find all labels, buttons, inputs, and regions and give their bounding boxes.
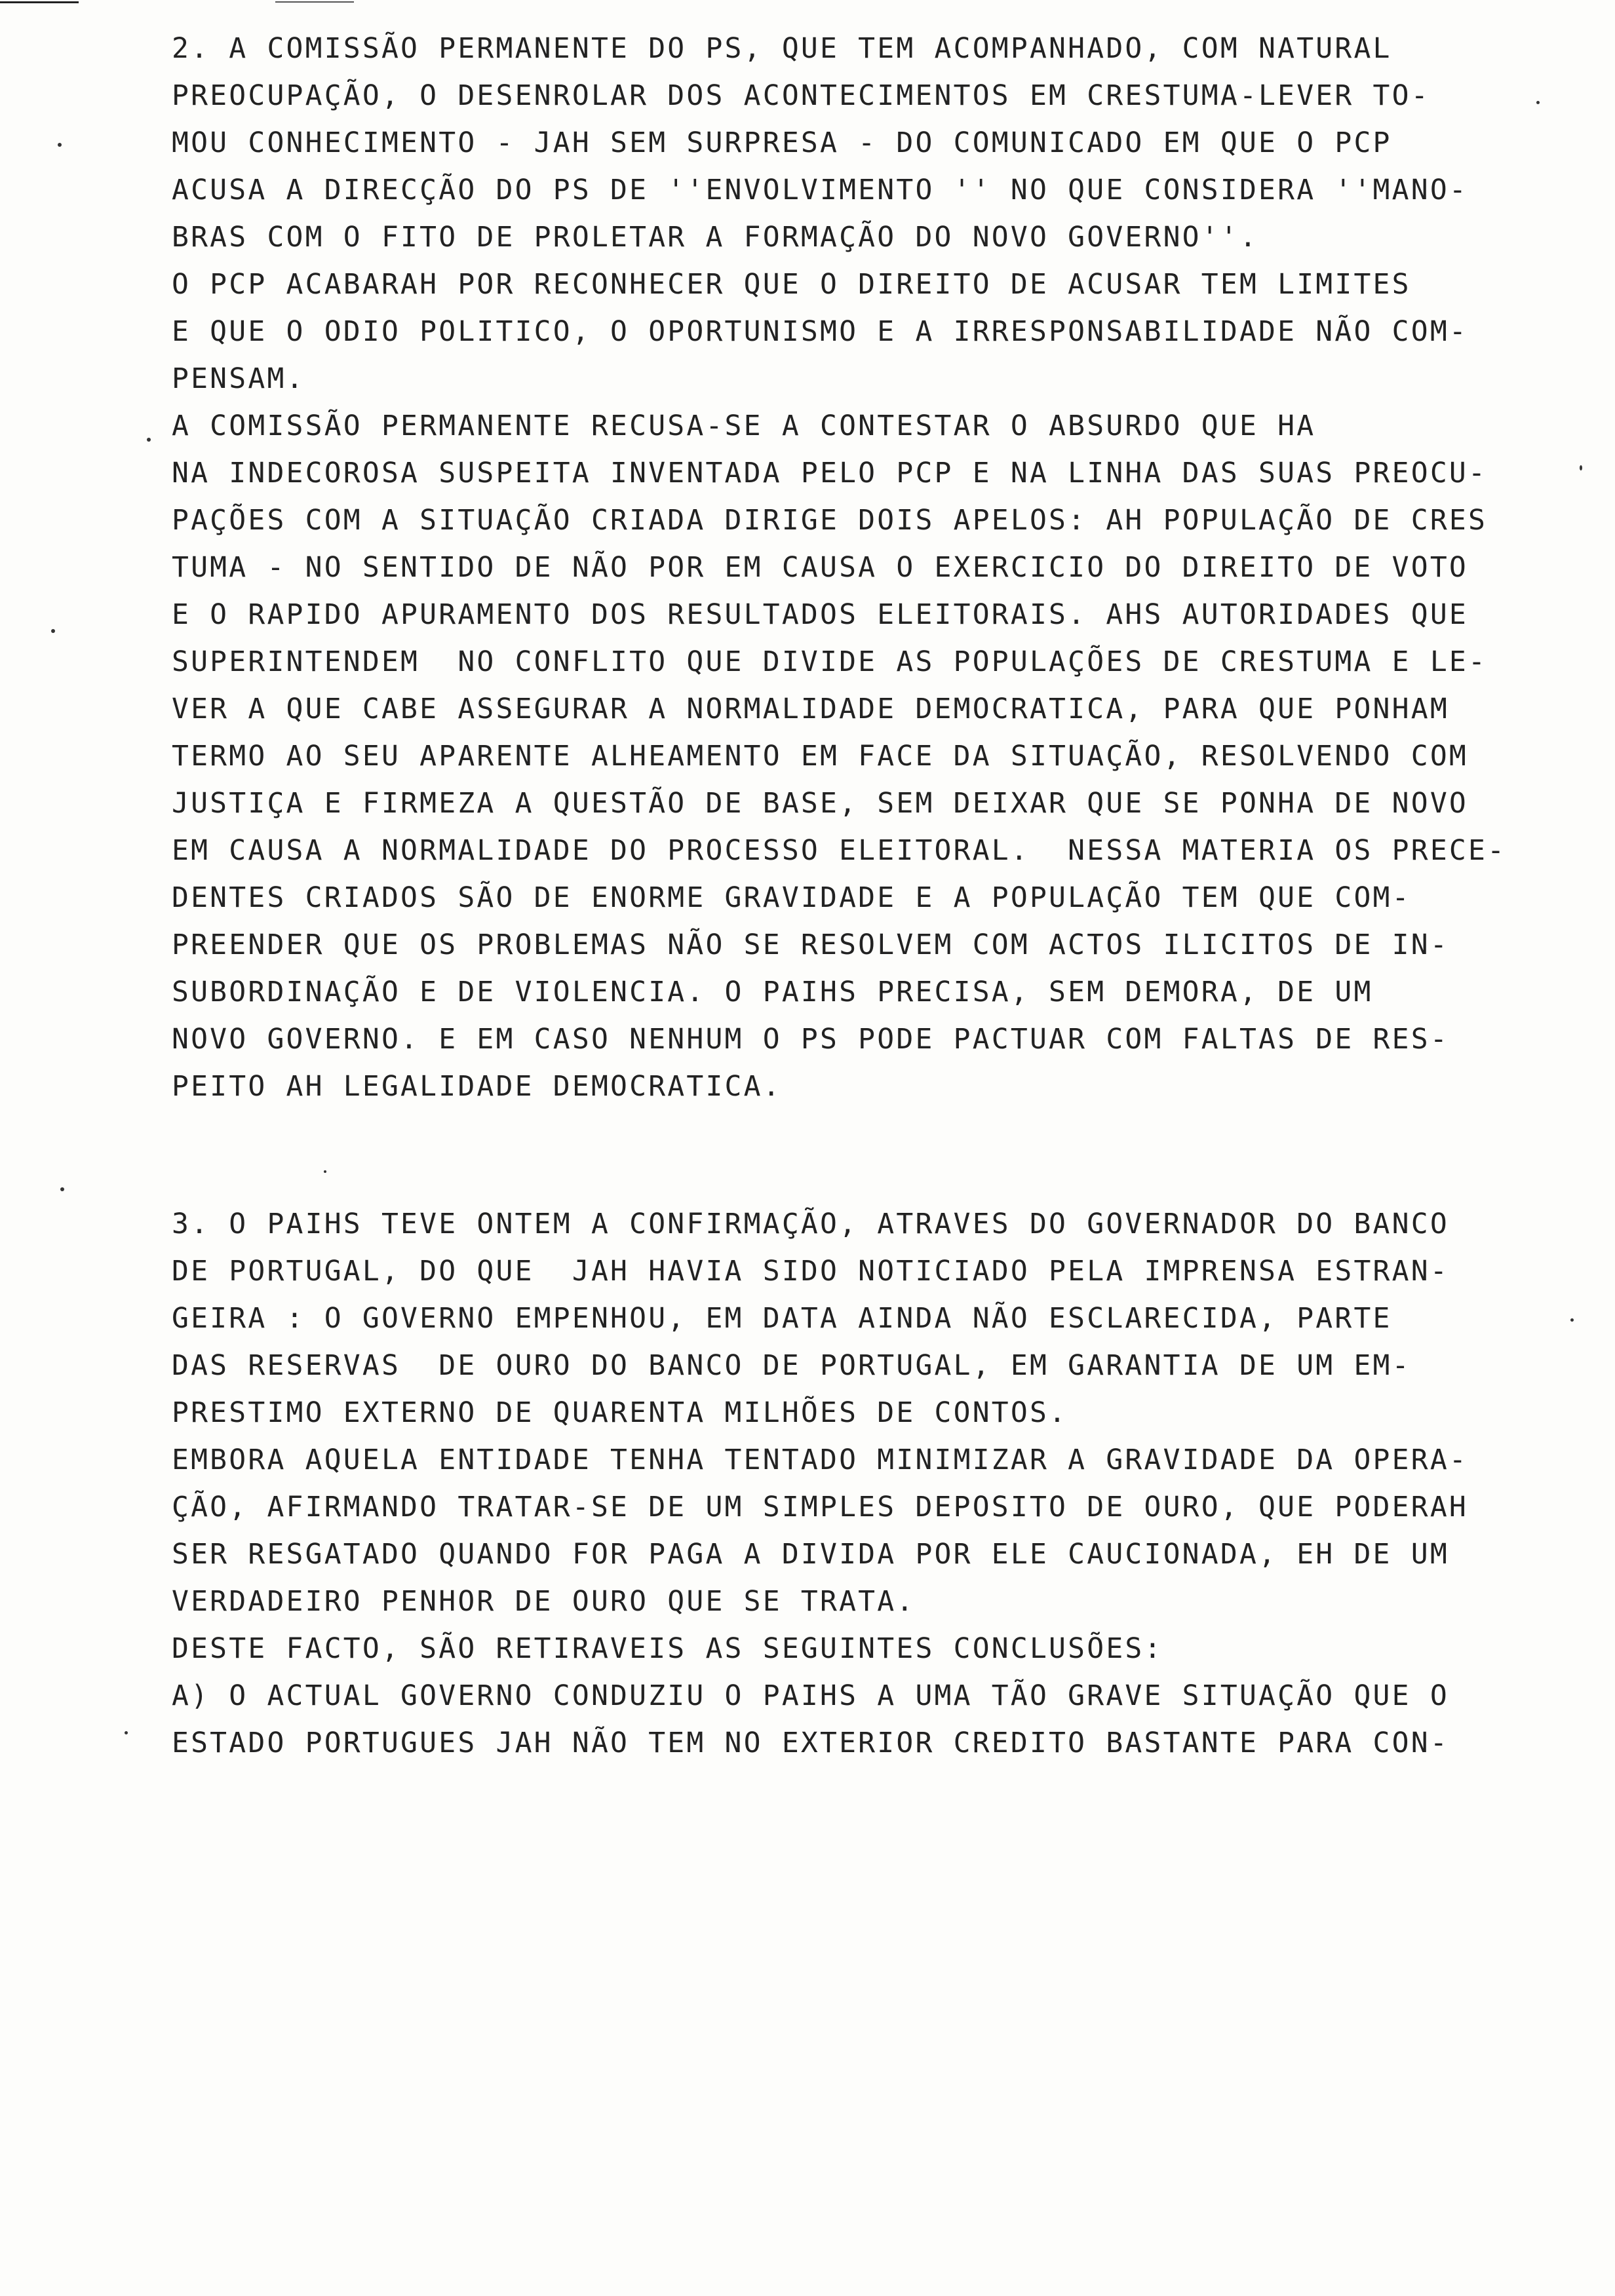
section-2-paragraph — [172, 25, 1561, 1110]
text-line: A) O ACTUAL GOVERNO CONDUZIU O PAIHS A UMA TÃO GRAVE SITUAÇÃO QUE O — [172, 1679, 1449, 1712]
scan-speck — [58, 143, 62, 147]
scan-speck — [51, 629, 55, 633]
text-line: A COMISSÃO PERMANENTE RECUSA-SE A CONTESTAR O ABSURDO QUE HA — [172, 410, 1316, 442]
scan-speck — [324, 1170, 326, 1173]
text-line: PRESTIMO EXTERNO DE QUARENTA MILHÕES DE CONTOS. — [172, 1396, 1068, 1429]
scan-speck — [1570, 1318, 1574, 1322]
text-line: VER A QUE CABE ASSEGURAR A NORMALIDADE DEMOCRATICA, PARA QUE PONHAM — [172, 693, 1449, 725]
text-line: SUPERINTENDEM NO CONFLITO QUE DIVIDE AS POPULAÇÕES DE CRESTUMA E LE- — [172, 645, 1488, 678]
text-line: PREENDER QUE OS PROBLEMAS NÃO SE RESOLVEM COM ACTOS ILICITOS DE IN- — [172, 928, 1449, 961]
text-line: DESTE FACTO, SÃO RETIRAVEIS AS SEGUINTES CONCLUSÕES: — [172, 1632, 1163, 1665]
text-line: BRAS COM O FITO DE PROLETAR A FORMAÇÃO DO NOVO GOVERNO''. — [172, 221, 1259, 254]
text-line: GEIRA : O GOVERNO EMPENHOU, EM DATA AINDA NÃO ESCLARECIDA, PARTE — [172, 1302, 1392, 1335]
text-line: EMBORA AQUELA ENTIDADE TENHA TENTADO MINIMIZAR A GRAVIDADE DA OPERA- — [172, 1444, 1468, 1476]
text-line: O PCP ACABARAH POR RECONHECER QUE O DIREITO DE ACUSAR TEM LIMITES — [172, 268, 1411, 301]
text-line: TUMA - NO SENTIDO DE NÃO POR EM CAUSA O EXERCICIO DO DIREITO DE VOTO — [172, 551, 1468, 584]
text-line: E O RAPIDO APURAMENTO DOS RESULTADOS ELEITORAIS. AHS AUTORIDADES QUE — [172, 598, 1468, 631]
section-3-paragraph — [172, 1200, 1561, 1767]
text-line: DE PORTUGAL, DO QUE JAH HAVIA SIDO NOTICIADO PELA IMPRENSA ESTRAN- — [172, 1255, 1449, 1288]
text-line: 3. O PAIHS TEVE ONTEM A CONFIRMAÇÃO, ATRAVES DO GOVERNADOR DO BANCO — [172, 1208, 1449, 1240]
text-line: EM CAUSA A NORMALIDADE DO PROCESSO ELEITORAL. NESSA MATERIA OS PRECE- — [172, 834, 1507, 867]
text-line: E QUE O ODIO POLITICO, O OPORTUNISMO E A IRRESPONSABILIDADE NÃO COM- — [172, 315, 1468, 348]
scan-speck — [125, 1731, 128, 1734]
text-line: 2. A COMISSÃO PERMANENTE DO PS, QUE TEM ACOMPANHADO, COM NATURAL — [172, 32, 1392, 65]
text-line: JUSTIÇA E FIRMEZA A QUESTÃO DE BASE, SEM DEIXAR QUE SE PONHA DE NOVO — [172, 787, 1468, 820]
text-line: NA INDECOROSA SUSPEITA INVENTADA PELO PCP E NA LINHA DAS SUAS PREOCU- — [172, 457, 1488, 489]
scan-speck — [1536, 101, 1540, 104]
text-line: PAÇÕES COM A SITUAÇÃO CRIADA DIRIGE DOIS APELOS: AH POPULAÇÃO DE CRES — [172, 504, 1488, 537]
scan-speck — [1580, 465, 1582, 470]
text-line: ÇÃO, AFIRMANDO TRATAR-SE DE UM SIMPLES DEPOSITO DE OURO, QUE PODERAH — [172, 1491, 1468, 1523]
text-line: NOVO GOVERNO. E EM CASO NENHUM O PS PODE PACTUAR COM FALTAS DE RES- — [172, 1023, 1449, 1056]
text-line: VERDADEIRO PENHOR DE OURO QUE SE TRATA. — [172, 1585, 916, 1618]
scan-edge-mark — [275, 1, 354, 3]
text-line: PENSAM. — [172, 362, 305, 395]
text-line: PREOCUPAÇÃO, O DESENROLAR DOS ACONTECIMENTOS EM CRESTUMA-LEVER TO- — [172, 79, 1430, 112]
text-line: DENTES CRIADOS SÃO DE ENORME GRAVIDADE E A POPULAÇÃO TEM QUE COM- — [172, 881, 1411, 914]
text-line: ACUSA A DIRECÇÃO DO PS DE ''ENVOLVIMENTO '' NO QUE CONSIDERA ''MANO- — [172, 174, 1468, 206]
text-line: DAS RESERVAS DE OURO DO BANCO DE PORTUGAL, EM GARANTIA DE UM EM- — [172, 1349, 1411, 1382]
text-line: ESTADO PORTUGUES JAH NÃO TEM NO EXTERIOR CREDITO BASTANTE PARA CON- — [172, 1727, 1449, 1759]
text-line: SER RESGATADO QUANDO FOR PAGA A DIVIDA POR ELE CAUCIONADA, EH DE UM — [172, 1538, 1449, 1571]
scan-edge-mark — [0, 1, 79, 3]
text-line: PEITO AH LEGALIDADE DEMOCRATICA. — [172, 1070, 782, 1103]
text-line: MOU CONHECIMENTO - JAH SEM SURPRESA - DO COMUNICADO EM QUE O PCP — [172, 126, 1392, 159]
text-line: TERMO AO SEU APARENTE ALHEAMENTO EM FACE DA SITUAÇÃO, RESOLVENDO COM — [172, 740, 1468, 773]
scan-speck — [147, 438, 151, 442]
scan-speck — [60, 1187, 64, 1191]
text-line: SUBORDINAÇÃO E DE VIOLENCIA. O PAIHS PRECISA, SEM DEMORA, DE UM — [172, 976, 1373, 1008]
